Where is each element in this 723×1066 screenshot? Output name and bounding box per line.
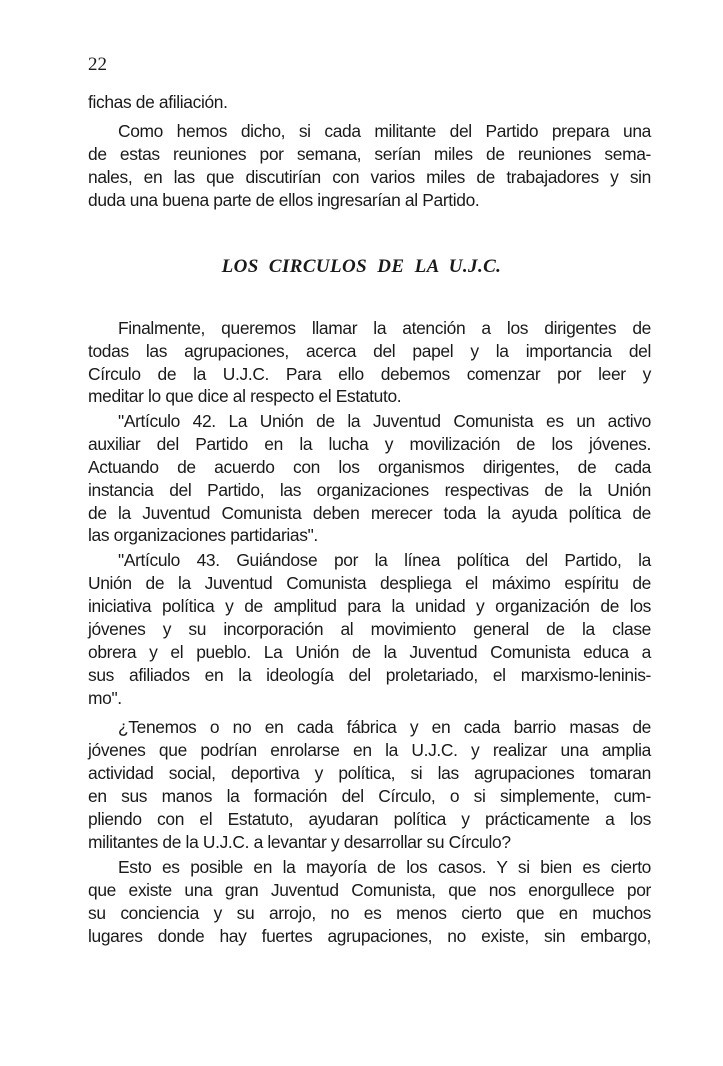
text-line: jóvenes que podrían enrolarse en la U.J.C. y realizar una amplia (88, 740, 651, 760)
text-line: Como hemos dicho, si cada militante del Partido prepara una (118, 121, 651, 141)
text-line: obrera y el pueblo. La Unión de la Juventud Comunista educa a (88, 642, 651, 662)
text-line: las organizaciones partidarias". (88, 525, 318, 545)
text-line: mo". (88, 688, 122, 708)
text-line: todas las agrupaciones, acerca del papel y la importancia del (88, 341, 651, 361)
text-line: actividad social, deportiva y política, si las agrupaciones tomaran (88, 763, 651, 783)
text-line: ¿Tenemos o no en cada fábrica y en cada barrio masas de (118, 717, 651, 737)
text-line: jóvenes y su incorporación al movimiento general de la clase (88, 619, 651, 639)
text-line: "Artículo 42. La Unión de la Juventud Comunista es un activo (118, 411, 651, 431)
text-line: Esto es posible en la mayoría de los casos. Y si bien es cierto (118, 857, 651, 877)
text-line: iniciativa política y de amplitud para la unidad y organización de los (88, 596, 651, 616)
text-line: que existe una gran Juventud Comunista, que nos enorgullece por (88, 880, 651, 900)
text-line: Actuando de acuerdo con los organismos dirigentes, de cada (88, 457, 651, 477)
text-line: auxiliar del Partido en la lucha y movilización de los jóvenes. (88, 434, 651, 454)
text-line: de estas reuniones por semana, serían miles de reuniones sema- (88, 144, 651, 164)
text-line: Círculo de la U.J.C. Para ello debemos comenzar por leer y (88, 364, 651, 384)
text-line: fichas de afiliación. (88, 92, 228, 112)
text-line: su conciencia y su arrojo, no es menos cierto que en muchos (88, 903, 651, 923)
section-heading: LOS CIRCULOS DE LA U.J.C. (221, 256, 502, 277)
text-line: de la Juventud Comunista deben merecer toda la ayuda política de (88, 503, 651, 523)
text-line: Finalmente, queremos llamar la atención a los dirigentes de (118, 318, 651, 338)
text-line: meditar lo que dice al respecto el Estatuto. (88, 386, 402, 406)
text-line: sus afiliados en la ideología del proletariado, el marxismo-leninis- (88, 665, 651, 685)
text-line: pliendo con el Estatuto, ayudaran política y prácticamente a los (88, 809, 651, 829)
text-line: duda una buena parte de ellos ingresarían al Partido. (88, 190, 480, 210)
text-line: "Artículo 43. Guiándose por la línea política del Partido, la (118, 550, 651, 570)
text-line: lugares donde hay fuertes agrupaciones, no existe, sin embargo, (88, 926, 651, 946)
text-line: nales, en las que discutirían con varios miles de trabajadores y sin (88, 167, 651, 187)
text-line: militantes de la U.J.C. a levantar y desarrollar su Círculo? (88, 832, 511, 852)
text-line: instancia del Partido, las organizaciones respectivas de la Unión (88, 480, 651, 500)
text-line: Unión de la Juventud Comunista despliega el máximo espíritu de (88, 573, 651, 593)
page-number: 22 (88, 54, 107, 75)
text-line: en sus manos la formación del Círculo, o si simplemente, cum- (88, 786, 651, 806)
